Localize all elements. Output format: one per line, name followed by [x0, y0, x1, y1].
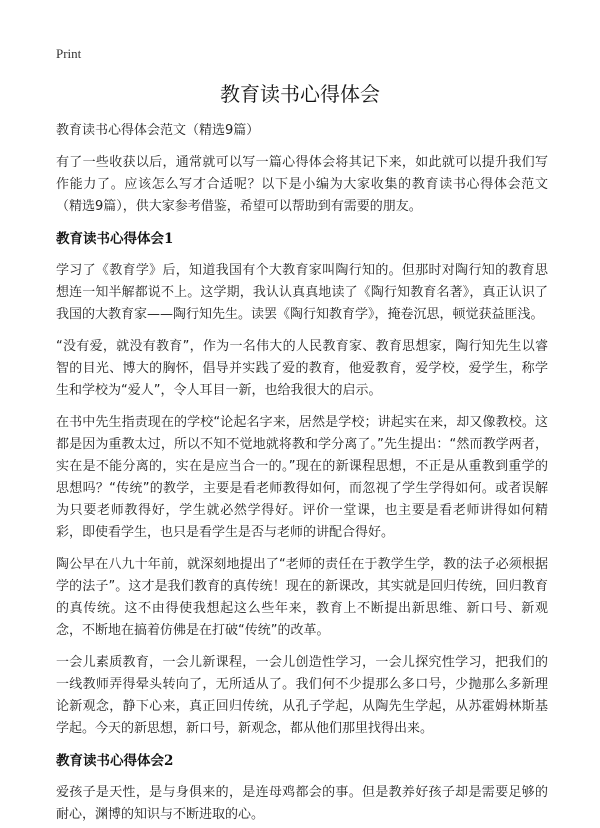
article-body [56, 120, 548, 828]
section-heading-1: 教育读书心得体会1 [56, 231, 174, 247]
print-link[interactable]: Print [56, 46, 82, 61]
section-1-paragraph-5: 一会儿素质教育，一会儿新课程，一会儿创造性学习，一会儿探究性学习，把我们的一线教师弄得晕头转向了，无所适从了。我们何不少提那么多口号，少抛那么多新理论新观念，静下心来，真正回归传统，从孔子学起，从陶先生学起，从苏霍姆林斯基学起。今天的新思想，新口号，新观念，都从他们那里找得出来。 [56, 655, 548, 736]
section-2-paragraph-1: 爱孩子是天性，是与身俱来的，是连母鸡都会的事。但是教养好孩子却是需要足够的耐心，渊博的知识与不断进取的心。 [56, 785, 548, 822]
intro-paragraph: 有了一些收获以后，通常就可以写一篇心得体会将其记下来，如此就可以提升我们写作能力了。应该怎么写才合适呢？以下是小编为大家收集的教育读书心得体会范文（精选9篇），供大家参考借鉴，希望可以帮助到有需要的朋友。 [56, 155, 548, 214]
section-heading-2: 教育读书心得体会2 [56, 753, 174, 769]
section-1-paragraph-2: “没有爱，就没有教育”，作为一名伟大的人民教育家、教育思想家，陶行知先生以睿智的目光、博大的胸怀，倡导并实践了爱的教育，他爱教育，爱学校，爱学生，称学生和学校为“爱人”，令人耳目一新，也给我很大的启示。 [56, 339, 548, 398]
section-1-paragraph-1: 学习了《教育学》后，知道我国有个大教育家叫陶行知的。但那时对陶行知的教育思想连一知半解都说不上。这学期，我认认真真地读了《陶行知教育名著》，真正认识了我国的大教育家——陶行知先生。读罢《陶行知教育学》，掩卷沉思，顿觉获益匪浅。 [56, 263, 548, 322]
section-1-paragraph-4: 陶公早在八九十年前，就深刻地提出了“老师的责任在于教学生学，教的法子必须根据学的法子”。这才是我们教育的真传统！现在的新课改，其实就是回归传统，回归教育的真传统。这不由得使我想起这么些年来，教育上不断提出新思维、新口号、新观念，不断地在搞着仿佛是在打破“传统”的改革。 [56, 557, 548, 638]
article-subtitle: 教育读书心得体会范文（精选9篇） [56, 123, 260, 138]
page-title: 教育读书心得体会 [220, 82, 380, 106]
section-1-paragraph-3: 在书中先生指责现在的学校“论起名字来，居然是学校；讲起实在来，却又像教校。这都是因为重教太过，所以不知不觉地就将教和学分离了。”先生提出：“然而教学两者，实在是不能分离的，实在是应当合一的。”现在的新课程思想，不正是从重教到重学的思想吗？“传统”的教学，主要是看老师教得如何，而忽视了学生学得如何。或者误解为只要老师教得好，学生就必然学得好。评价一堂课，也主要是看老师讲得如何精彩，即使看学生，也只是看学生是否与老师的讲配合得好。 [56, 415, 548, 540]
